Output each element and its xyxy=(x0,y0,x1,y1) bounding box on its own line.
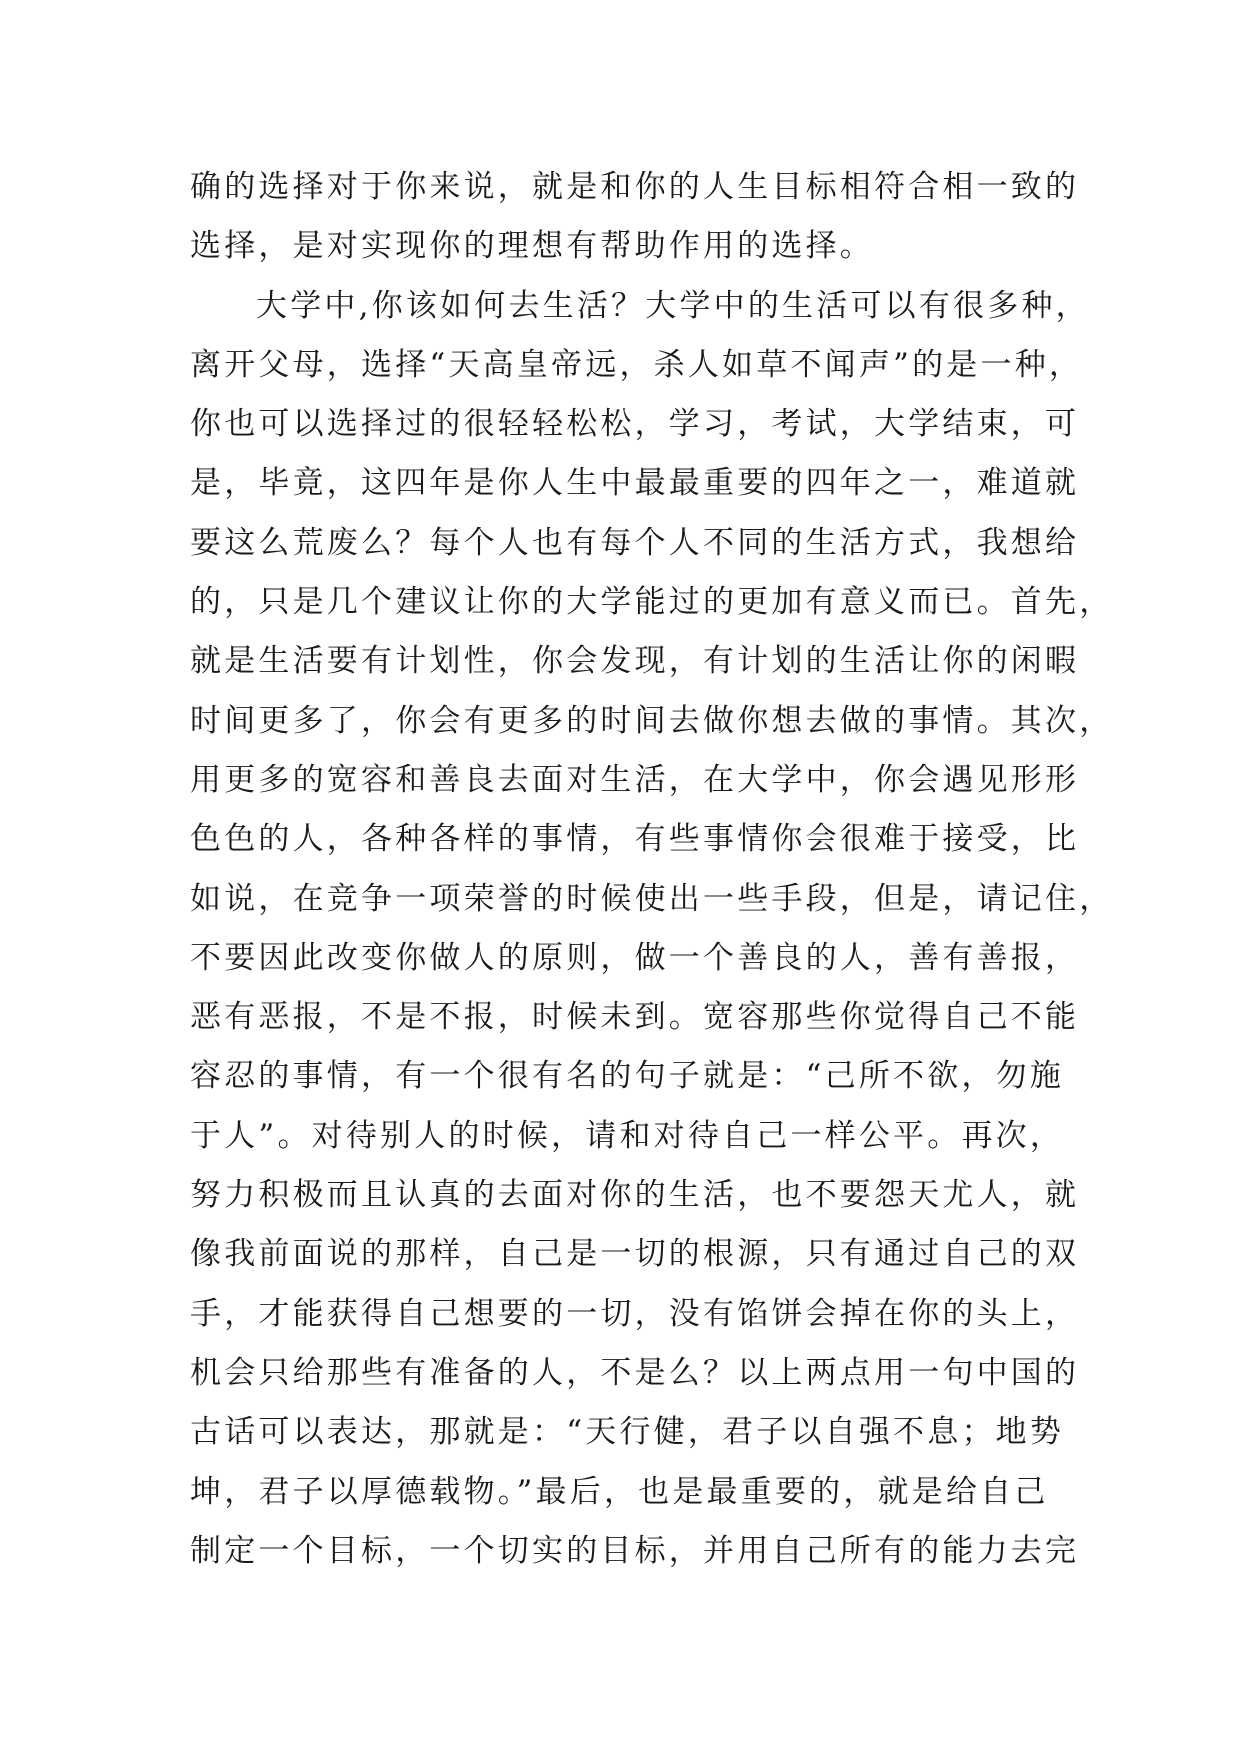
text-line: 古话可以表达，那就是：“天行健，君子以自强不息；地势 xyxy=(190,1414,1065,1451)
text-line: 努力积极而且认真的去面对你的生活，也不要怨天尤人，就 xyxy=(190,1177,1080,1214)
text-line: 要这么荒废么？每个人也有每个人不同的生活方式，我想给 xyxy=(190,524,1080,561)
text-line: 像我前面说的那样，自己是一切的根源，只有通过自己的双 xyxy=(190,1236,1080,1273)
text-line: 如说，在竞争一项荣誉的时候使出一些手段，但是，请记住， xyxy=(190,880,1114,917)
text-line: 恶有恶报，不是不报，时候未到。宽容那些你觉得自己不能 xyxy=(190,999,1080,1036)
body-text xyxy=(190,158,1114,1581)
text-line: 于人”。对待别人的时候，请和对待自己一样公平。再次， xyxy=(190,1117,1065,1154)
text-line: 的，只是几个建议让你的大学能过的更加有意义而已。首先， xyxy=(190,584,1114,621)
text-line: 用更多的宽容和善良去面对生活，在大学中，你会遇见形形 xyxy=(190,761,1080,798)
text-line: 容忍的事情，有一个很有名的句子就是：“己所不欲，勿施 xyxy=(190,1058,1065,1095)
text-line: 机会只给那些有准备的人，不是么？以上两点用一句中国的 xyxy=(190,1354,1080,1391)
text-line: 离开父母，选择“天高皇帝远，杀人如草不闻声”的是一种， xyxy=(190,346,1084,383)
text-line: 制定一个目标，一个切实的目标，并用自己所有的能力去完 xyxy=(190,1532,1080,1569)
text-line: 就是生活要有计划性，你会发现，有计划的生活让你的闲暇 xyxy=(190,643,1080,680)
text-line: 确的选择对于你来说，就是和你的人生目标相符合相一致的 xyxy=(190,169,1080,205)
paragraph-start-line: 大学中,你该如何去生活？大学中的生活可以有很多种， xyxy=(256,287,1090,324)
text-line: 时间更多了，你会有更多的时间去做你想去做的事情。其次， xyxy=(190,702,1114,739)
text-line: 色色的人，各种各样的事情，有些事情你会很难于接受，比 xyxy=(190,821,1080,858)
text-line: 不要因此改变你做人的原则，做一个善良的人，善有善报， xyxy=(190,939,1080,976)
text-line: 是，毕竟，这四年是你人生中最最重要的四年之一，难道就 xyxy=(190,465,1080,502)
text-line: 坤，君子以厚德载物。”最后，也是最重要的，就是给自己 xyxy=(190,1473,1049,1510)
text-line: 你也可以选择过的很轻轻松松，学习，考试，大学结束，可 xyxy=(190,406,1080,443)
text-line: 手，才能获得自己想要的一切，没有馅饼会掉在你的头上， xyxy=(190,1295,1080,1332)
text-line: 选择，是对实现你的理想有帮助作用的选择。 xyxy=(190,228,874,265)
